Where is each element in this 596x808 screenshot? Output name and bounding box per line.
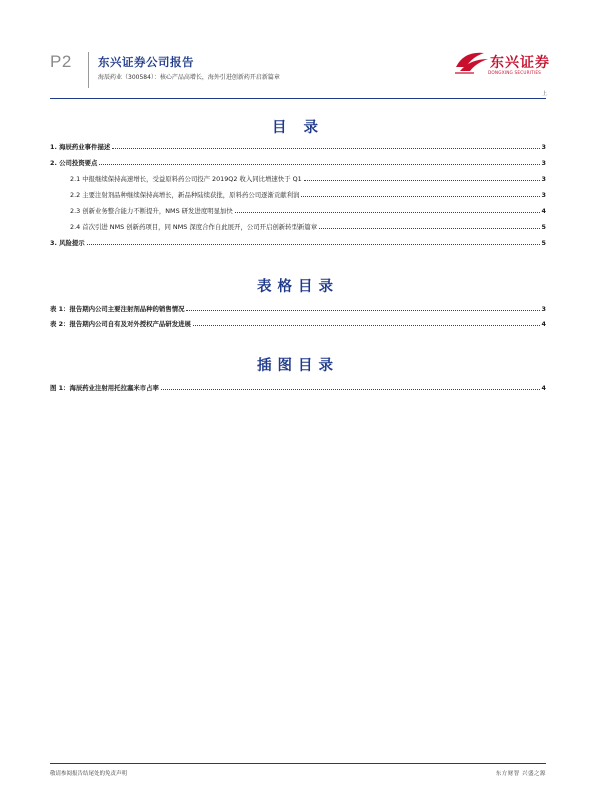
page-label: P2 bbox=[50, 52, 72, 71]
toc-leader-dots bbox=[304, 180, 540, 181]
toc-entry-label: 2.1 中报继续保持高速增长，受益原料药公司投产 2019Q2 收入同比增速快于 Q1 bbox=[70, 175, 302, 183]
toc-leader-dots bbox=[161, 389, 540, 390]
toc-leader-dots bbox=[193, 325, 540, 326]
dongxing-logo-mark-icon bbox=[454, 49, 490, 75]
figure-list-entry[interactable] bbox=[50, 383, 546, 392]
toc-entry[interactable] bbox=[50, 142, 546, 151]
company-report-title: 东兴证券公司报告 bbox=[98, 55, 194, 69]
header-rule bbox=[50, 98, 546, 99]
table-list-page: 3 bbox=[541, 305, 546, 313]
toc-entry-label: 2. 公司投资要点 bbox=[50, 159, 98, 167]
toc-entry[interactable] bbox=[70, 206, 546, 215]
toc-entry-page: 4 bbox=[541, 207, 546, 215]
toc-leader-dots bbox=[301, 196, 539, 197]
toc-leader-dots bbox=[87, 244, 540, 245]
toc-entry-label: 2.2 主要注射剂品种继续保持高增长，新品种陆续获批，原料药公司逐渐贡献利润 bbox=[70, 191, 300, 199]
logo-text: 东兴证券 bbox=[490, 55, 550, 71]
table-list-entry[interactable] bbox=[50, 319, 546, 328]
toc-entry[interactable] bbox=[70, 174, 546, 183]
toc-entry-page: 5 bbox=[541, 239, 546, 247]
toc-entry[interactable] bbox=[50, 158, 546, 167]
toc-entry-label: 2.3 创新业务整合能力不断提升，NMS 研发进度明显加快 bbox=[70, 207, 233, 215]
toc-entry-page: 3 bbox=[541, 175, 546, 183]
footer-disclaimer: 敬请参阅报告结尾处的免责声明 bbox=[50, 771, 128, 777]
dongxing-logo bbox=[454, 49, 550, 97]
footer-rule bbox=[50, 763, 546, 764]
toc-entry-label: 3. 风险提示 bbox=[50, 239, 85, 247]
toc-entry[interactable] bbox=[70, 190, 546, 199]
toc-entry-page: 3 bbox=[541, 159, 546, 167]
figures-list-title: 插图目录 bbox=[257, 358, 339, 374]
report-subtitle: 海辰药业（300584）：核心产品高增长，海外引进创新药开启新篇章 bbox=[98, 74, 280, 81]
logo-small-mark: 上 bbox=[542, 91, 548, 97]
header-divider bbox=[88, 52, 89, 88]
table-list-label: 表 1：报告期内公司主要注射剂品种的销售情况 bbox=[50, 305, 185, 313]
toc-entry-label: 1. 海辰药业事件描述 bbox=[50, 143, 111, 151]
toc-entry-page: 5 bbox=[541, 223, 546, 231]
toc-entry[interactable] bbox=[70, 222, 546, 231]
toc-entry[interactable] bbox=[50, 238, 546, 247]
figure-list-page: 4 bbox=[541, 384, 546, 392]
table-list-page: 4 bbox=[541, 320, 546, 328]
toc-leader-dots bbox=[99, 164, 539, 165]
toc-entry-page: 3 bbox=[541, 191, 546, 199]
toc-entry-label: 2.4 首次引进 NMS 创新药项目，同 NMS 深度合作自此展开，公司开启创新转型新篇章 bbox=[70, 223, 318, 231]
footer-slogan: 东方财智 兴盛之源 bbox=[495, 771, 546, 777]
table-list-label: 表 2：报告期内公司自有及对外授权产品研发进展 bbox=[50, 320, 191, 328]
toc-title: 目 录 bbox=[271, 120, 325, 136]
tables-list-title: 表格目录 bbox=[257, 279, 339, 295]
toc-entry-page: 3 bbox=[541, 143, 546, 151]
toc-leader-dots bbox=[186, 310, 539, 311]
toc-leader-dots bbox=[319, 228, 539, 229]
toc-leader-dots bbox=[112, 148, 539, 149]
toc-leader-dots bbox=[235, 212, 540, 213]
figure-list-label: 图 1：海辰药业注射用托拉塞米市占率 bbox=[50, 384, 159, 392]
logo-english-text: DONGXING SECURITIES bbox=[488, 70, 542, 75]
table-list-entry[interactable] bbox=[50, 304, 546, 313]
